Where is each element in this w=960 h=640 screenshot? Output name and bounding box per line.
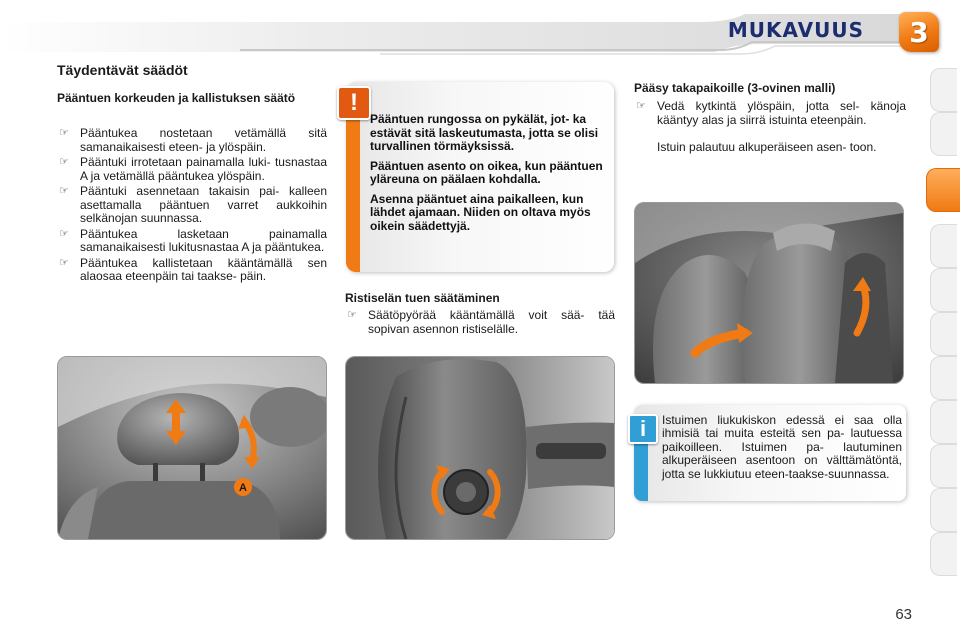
warning-paragraph: Pääntuen asento on oikea, kun pääntuen yläreuna on päälaen kohdalla. (370, 158, 603, 186)
side-tab-8[interactable] (930, 400, 957, 444)
headrest-photo (57, 356, 327, 540)
side-tab-2[interactable] (930, 112, 957, 156)
warning-paragraph: Pääntuen rungossa on pykälät, jot- ka estävät sitä laskeutumasta, jotta se olisi turvallinen törmäyksissä. (370, 112, 599, 153)
list-item: ☞ Vedä kytkintä ylöspäin, jotta sel- känoja kääntyy alas ja siirrä istuinta eteenpäin. (636, 99, 906, 127)
pointing-hand-icon: ☞ (347, 309, 357, 321)
pointing-hand-icon: ☞ (59, 227, 69, 240)
side-tab-7[interactable] (930, 356, 957, 400)
side-tab-6[interactable] (930, 312, 957, 356)
warning-accent-bar (346, 108, 360, 272)
list-item: ☞ Pääntukea kallistetaan kääntämällä sen alaosaa eteenpäin tai taakse- päin. (59, 255, 327, 283)
lumbar-photo (345, 356, 615, 540)
pointing-hand-icon: ☞ (59, 156, 69, 168)
lumbar-instructions (345, 309, 615, 338)
rear-access-instructions (634, 100, 906, 129)
side-tab-5[interactable] (930, 268, 957, 312)
side-tab-1[interactable] (930, 68, 957, 112)
warning-paragraph: Asenna pääntuet aina paikalleen, kun lähdet ajamaan. Niiden on oltava myös oikein säädettyjä. (370, 191, 591, 233)
rear-access-heading: Pääsy takapaikoille (3-ovinen malli) (634, 81, 836, 95)
list-item: ☞ Pääntuki irrotetaan painamalla luki- tusnastaa A ja vetämällä pääntukea ylöspäin. (59, 155, 327, 183)
info-icon: i (628, 414, 658, 444)
list-item: ☞ Säätöpyörää kääntämällä voit sää- tää sopivan asennon ristiselälle. (347, 308, 615, 336)
list-item: ☞ Pääntukea lasketaan painamalla samanaikaisesti lukitusnastaa A ja pääntukea. (59, 226, 327, 254)
headrest-instructions (57, 127, 327, 286)
page-number: 63 (895, 606, 912, 623)
pointing-hand-icon: ☞ (59, 256, 69, 269)
pointing-hand-icon: ☞ (636, 100, 646, 112)
chapter-side-tabs (926, 68, 960, 576)
pointing-hand-icon: ☞ (59, 185, 69, 197)
chapter-number-badge: 3 (899, 12, 939, 52)
lock-pin-label: A (239, 482, 247, 494)
headrest-heading: Pääntuen korkeuden ja kallistuksen säätö (57, 91, 296, 105)
list-item: ☞ Pääntuki asennetaan takaisin pai- kalleen asettamalla pääntuen varret aukkoihin selkänojan suunnassa. (59, 184, 327, 225)
side-tab-4[interactable] (930, 224, 957, 268)
side-tab-3-active[interactable] (926, 168, 960, 212)
section-title: Täydentävät säädöt (57, 62, 188, 78)
warning-icon: ! (337, 86, 371, 120)
rear-access-photo (634, 202, 904, 384)
info-text: Istuimen liukukiskon edessä ei saa olla ihmisiä tai muita esteitä sen pa- lautuessa paikoilleen. Istuimen pa- lautuminen alkuperäiseen asentoon on välttämätöntä, jotta se lukkiutuu eteen-taakse-suunnassa. (662, 413, 902, 481)
side-tab-11[interactable] (930, 532, 957, 576)
list-item: ☞ Pääntukea nostetaan vetämällä sitä samanaikaisesti eteen- ja ylöspäin. (59, 126, 327, 154)
side-tab-9[interactable] (930, 444, 957, 488)
lumbar-heading: Ristiselän tuen säätäminen (345, 291, 500, 305)
rear-access-note: Istuin palautuu alkuperäiseen asen- toon. (657, 140, 877, 154)
chapter-title: MUKAVUUS (727, 18, 864, 42)
warning-text (370, 113, 610, 239)
side-tab-10[interactable] (930, 488, 957, 532)
pointing-hand-icon: ☞ (59, 127, 69, 139)
